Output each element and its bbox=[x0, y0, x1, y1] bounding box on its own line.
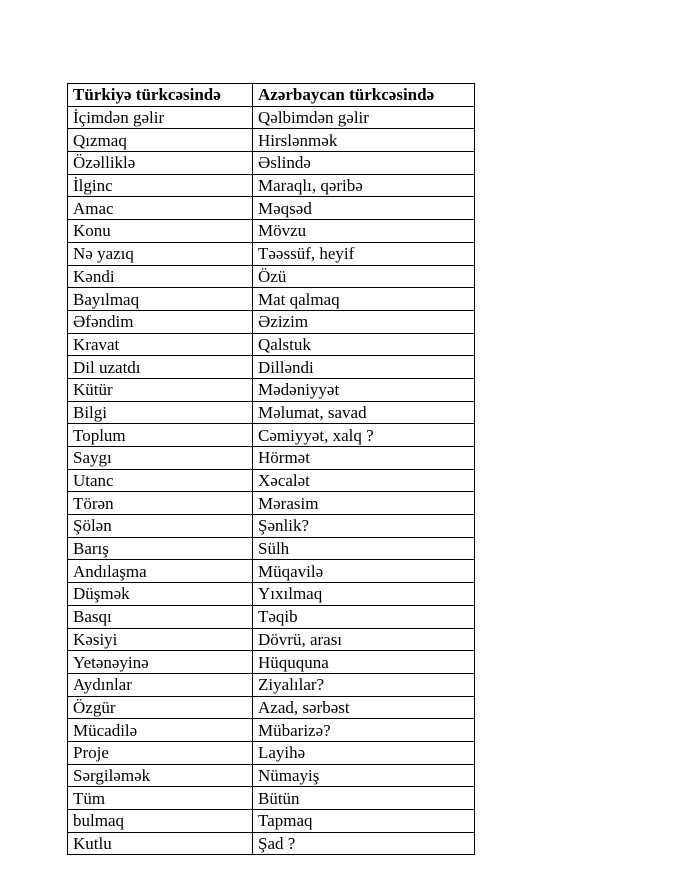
turkey-turkish-term: Mücadilə bbox=[68, 719, 253, 742]
table-row bbox=[68, 537, 475, 560]
azerbaijani-turkish-term: Xəcalət bbox=[253, 469, 475, 492]
turkey-turkish-term: Utanc bbox=[68, 469, 253, 492]
table-row bbox=[68, 832, 475, 855]
table-row bbox=[68, 447, 475, 470]
azerbaijani-turkish-term: Ziyalılar? bbox=[253, 673, 475, 696]
turkey-turkish-term: Konu bbox=[68, 220, 253, 243]
azerbaijani-turkish-term: Şənlik? bbox=[253, 515, 475, 538]
azerbaijani-turkish-term: Mədəniyyət bbox=[253, 378, 475, 401]
turkey-turkish-term: bulmaq bbox=[68, 810, 253, 833]
table-row bbox=[68, 378, 475, 401]
table-row bbox=[68, 242, 475, 265]
turkey-turkish-term: Amac bbox=[68, 197, 253, 220]
table-body bbox=[68, 106, 475, 855]
turkey-turkish-term: Bayılmaq bbox=[68, 288, 253, 311]
table-row bbox=[68, 696, 475, 719]
turkey-turkish-term: Toplum bbox=[68, 424, 253, 447]
table-row bbox=[68, 220, 475, 243]
table-row bbox=[68, 605, 475, 628]
table-row bbox=[68, 129, 475, 152]
azerbaijani-turkish-term: Dövrü, arası bbox=[253, 628, 475, 651]
turkey-turkish-term: Qızmaq bbox=[68, 129, 253, 152]
turkey-turkish-term: Kütür bbox=[68, 378, 253, 401]
azerbaijani-turkish-term: Tapmaq bbox=[253, 810, 475, 833]
turkey-turkish-term: Dil uzatdı bbox=[68, 356, 253, 379]
azerbaijani-turkish-term: Qəlbimdən gəlir bbox=[253, 106, 475, 129]
table-row bbox=[68, 197, 475, 220]
table-row bbox=[68, 764, 475, 787]
azerbaijani-turkish-term: Yıxılmaq bbox=[253, 583, 475, 606]
table-row bbox=[68, 741, 475, 764]
table-row bbox=[68, 469, 475, 492]
table-row bbox=[68, 333, 475, 356]
azerbaijani-turkish-term: Müqavilə bbox=[253, 560, 475, 583]
table-row bbox=[68, 106, 475, 129]
table-row bbox=[68, 152, 475, 175]
table-row bbox=[68, 356, 475, 379]
azerbaijani-turkish-term: Sülh bbox=[253, 537, 475, 560]
table-row bbox=[68, 288, 475, 311]
turkey-turkish-term: Kəsiyi bbox=[68, 628, 253, 651]
turkey-turkish-term: Şölən bbox=[68, 515, 253, 538]
turkey-turkish-term: Aydınlar bbox=[68, 673, 253, 696]
turkey-turkish-term: Saygı bbox=[68, 447, 253, 470]
turkey-turkish-term: Kutlu bbox=[68, 832, 253, 855]
table-row bbox=[68, 560, 475, 583]
table-row bbox=[68, 174, 475, 197]
table-row bbox=[68, 265, 475, 288]
turkey-turkish-term: Sərgiləmək bbox=[68, 764, 253, 787]
table-row bbox=[68, 515, 475, 538]
turkey-turkish-term: Basqı bbox=[68, 605, 253, 628]
azerbaijani-turkish-term: Məqsəd bbox=[253, 197, 475, 220]
table-row bbox=[68, 787, 475, 810]
azerbaijani-turkish-term: Əslində bbox=[253, 152, 475, 175]
turkey-turkish-term: Əfəndim bbox=[68, 310, 253, 333]
header-turkey-turkish: Türkiyə türkcəsində bbox=[68, 84, 253, 107]
table-row bbox=[68, 628, 475, 651]
turkey-turkish-term: Özəlliklə bbox=[68, 152, 253, 175]
turkey-turkish-term: Kəndi bbox=[68, 265, 253, 288]
azerbaijani-turkish-term: Maraqlı, qəribə bbox=[253, 174, 475, 197]
azerbaijani-turkish-term: Dilləndi bbox=[253, 356, 475, 379]
turkey-turkish-term: Andılaşma bbox=[68, 560, 253, 583]
table-row bbox=[68, 424, 475, 447]
azerbaijani-turkish-term: Nümayiş bbox=[253, 764, 475, 787]
table-header-row bbox=[68, 84, 475, 107]
header-azerbaijani-turkish: Azərbaycan türkcəsində bbox=[253, 84, 475, 107]
azerbaijani-turkish-term: Layihə bbox=[253, 741, 475, 764]
azerbaijani-turkish-term: Hörmət bbox=[253, 447, 475, 470]
azerbaijani-turkish-term: Təəssüf, heyif bbox=[253, 242, 475, 265]
table-row bbox=[68, 310, 475, 333]
azerbaijani-turkish-term: Mövzu bbox=[253, 220, 475, 243]
azerbaijani-turkish-term: Mat qalmaq bbox=[253, 288, 475, 311]
turkey-turkish-term: Tüm bbox=[68, 787, 253, 810]
table-row bbox=[68, 583, 475, 606]
turkey-turkish-term: İlginc bbox=[68, 174, 253, 197]
table-row bbox=[68, 492, 475, 515]
azerbaijani-turkish-term: Mübarizə? bbox=[253, 719, 475, 742]
azerbaijani-turkish-term: Bütün bbox=[253, 787, 475, 810]
table-row bbox=[68, 651, 475, 674]
vocabulary-table bbox=[67, 83, 475, 855]
azerbaijani-turkish-term: Mərasim bbox=[253, 492, 475, 515]
turkey-turkish-term: Düşmək bbox=[68, 583, 253, 606]
azerbaijani-turkish-term: Qalstuk bbox=[253, 333, 475, 356]
turkey-turkish-term: Yetənəyinə bbox=[68, 651, 253, 674]
azerbaijani-turkish-term: Hirslənmək bbox=[253, 129, 475, 152]
azerbaijani-turkish-term: Şad ? bbox=[253, 832, 475, 855]
turkey-turkish-term: Barış bbox=[68, 537, 253, 560]
table-row bbox=[68, 719, 475, 742]
turkey-turkish-term: Proje bbox=[68, 741, 253, 764]
turkey-turkish-term: Kravat bbox=[68, 333, 253, 356]
turkey-turkish-term: Bilgi bbox=[68, 401, 253, 424]
table-row bbox=[68, 401, 475, 424]
turkey-turkish-term: Nə yazıq bbox=[68, 242, 253, 265]
azerbaijani-turkish-term: Azad, sərbəst bbox=[253, 696, 475, 719]
azerbaijani-turkish-term: Cəmiyyət, xalq ? bbox=[253, 424, 475, 447]
azerbaijani-turkish-term: Məlumat, savad bbox=[253, 401, 475, 424]
azerbaijani-turkish-term: Təqib bbox=[253, 605, 475, 628]
table-row bbox=[68, 810, 475, 833]
azerbaijani-turkish-term: Hüququna bbox=[253, 651, 475, 674]
azerbaijani-turkish-term: Əzizim bbox=[253, 310, 475, 333]
azerbaijani-turkish-term: Özü bbox=[253, 265, 475, 288]
turkey-turkish-term: Özgür bbox=[68, 696, 253, 719]
turkey-turkish-term: İçimdən gəlir bbox=[68, 106, 253, 129]
turkey-turkish-term: Törən bbox=[68, 492, 253, 515]
table-row bbox=[68, 673, 475, 696]
